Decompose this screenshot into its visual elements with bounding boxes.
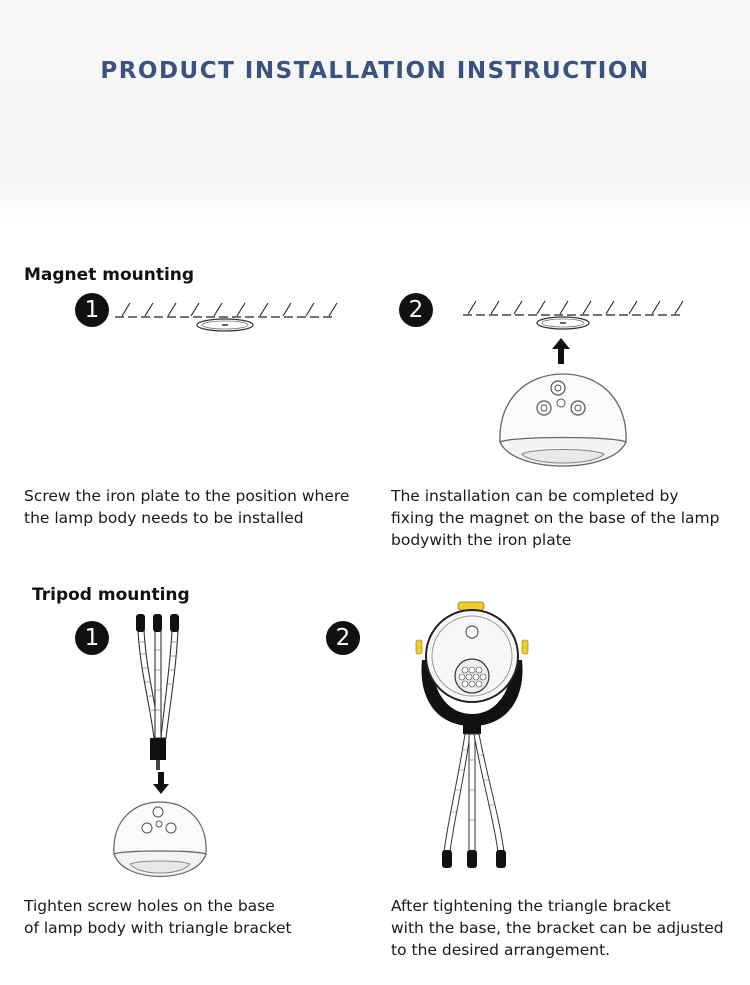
caption-line: the lamp body needs to be installed — [24, 509, 304, 527]
page-title: PRODUCT INSTALLATION INSTRUCTION — [100, 58, 650, 84]
arrow-down-icon — [153, 772, 169, 794]
header-band — [0, 0, 750, 225]
iron-plate-ceiling-illustration — [110, 295, 345, 340]
magnet-step-1-badge: 1 — [75, 293, 109, 327]
caption-line: Tighten screw holes on the base — [24, 897, 275, 915]
caption-line: of lamp body with triangle bracket — [24, 919, 292, 937]
lamp-on-tripod-illustration — [408, 600, 538, 872]
lamp-body-magnet-illustration — [496, 370, 630, 480]
caption-line: Screw the iron plate to the position where — [24, 487, 350, 505]
iron-plate-ceiling-illustration — [458, 293, 688, 338]
caption-line: fixing the magnet on the base of the lamp — [391, 509, 720, 527]
tripod-step-2-caption — [391, 895, 724, 961]
arrow-up-icon — [552, 338, 570, 364]
magnet-step-1-caption — [24, 485, 349, 529]
magnet-mounting-heading: Magnet mounting — [24, 265, 195, 285]
caption-line: After tightening the triangle bracket — [391, 897, 671, 915]
tripod-step-2-badge: 2 — [326, 621, 360, 655]
caption-line: to the desired arrangement. — [391, 941, 611, 959]
caption-line: bodywith the iron plate — [391, 531, 572, 549]
tripod-step-1-caption — [24, 895, 292, 939]
magnet-step-2-caption — [391, 485, 719, 551]
triangle-bracket-illustration — [130, 610, 186, 786]
magnet-step-2-badge: 2 — [399, 293, 433, 327]
tripod-mounting-heading: Tripod mounting — [32, 585, 190, 605]
lamp-body-base-illustration — [110, 798, 210, 890]
caption-line: The installation can be completed by — [391, 487, 679, 505]
tripod-step-1-badge: 1 — [75, 621, 109, 655]
caption-line: with the base, the bracket can be adjusted — [391, 919, 724, 937]
